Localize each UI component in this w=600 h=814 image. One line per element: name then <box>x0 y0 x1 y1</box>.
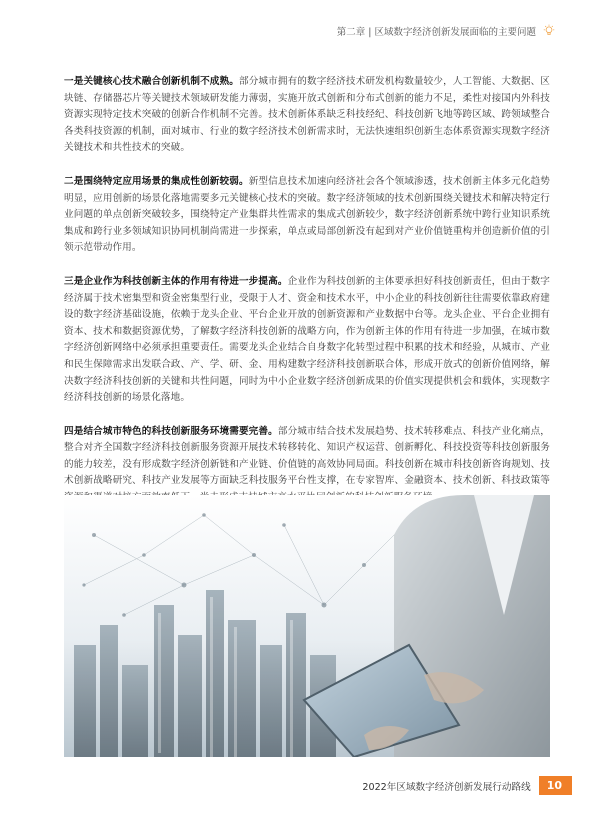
paragraph-lead: 四是结合城市特色的科技创新服务环境需要完善。 <box>64 425 278 437</box>
document-title: 2022年区域数字经济创新发展行动路线 <box>362 781 531 793</box>
chapter-title: 第二章 | 区域数字经济创新发展面临的主要问题 <box>336 27 536 38</box>
body-text <box>64 74 550 524</box>
paragraph-body: 部分城市结合技术发展趋势、技术转移难点、科技产业化痛点，整合对齐全国数字经济科技创新服务资源开展技术转移转化、知识产权运营、创新孵化、科技投资等科技创新服务的能力较差，没有形成数字经济创新链和产业链、价值链的高效协同局面。科技创新在城市科技创新咨询规划、技术创新战略研究、科技产业发展等方面缺乏科技服务平台性支撑，在专家智库、金融资本、技术创新、科技政策等 <box>64 425 550 487</box>
paragraph-body: 企业作为科技创新的主体要承担好科技创新责任，但由于数字经济属于技术密集型和资金密集型行业，受限于人才、资金和技术水平，中小企业的科技创新往往需要依靠政府建设的数字经济基础设施，依赖于龙头企业、平台企业开放的创新资源和产业数据中台等。龙头企业、平台企业拥有资本、技术和数据资源优势，了解数字经济科技创新的战略方向，作为创新主体的作用有待进一步加强，在城市数字经济创新网络中必须承担重要责任。需要龙头企业结合自身数字化转型过程中积累的技术和经验，从城市、产业和民生保障需求出发联合政、产、学、研、金、用构建数字经济科技创新联合体，形成开放式的创新价值网络，解决数字经济科技创新的关键和共性问题，同时为中小企业数字经济创新成果的价值实现提供机会和载体，实现数字经济科技创新的场景化落地。 <box>64 275 550 404</box>
paragraph-1 <box>64 74 550 157</box>
paragraph-2 <box>64 174 550 257</box>
city-skyline-tablet-photo <box>64 495 550 757</box>
page-number: 10 <box>539 776 572 795</box>
paragraph-lead: 二是围绕特定应用场景的集成性创新较弱。 <box>64 175 249 187</box>
lightbulb-icon <box>542 24 556 38</box>
paragraph-body: 部分城市拥有的数字经济技术研发机构数量较少，人工智能、大数据、区块链、存储器芯片等关键技术领域研发能力薄弱，实施开放式创新和分布式创新的能力不足，柔性对接国内外科技资源实现特定技术突破的创新合作机制不完善。技术创新体系缺乏科技经纪、科技创新飞地等跨区域、跨领域整合各类科技资源的机制，面对城市、行业的数字经济技术创新需求时，无法快速组织创新生态体系资源实现数字经济关键技术和共性技术的突破。 <box>64 76 550 154</box>
page-footer <box>362 776 572 795</box>
photo-illustration <box>64 495 550 757</box>
paragraph-body: 新型信息技术加速向经济社会各个领域渗透，技术创新主体多元化趋势明显，应用创新的场景化落地需要多元关键核心技术的突破。数字经济领域的技术创新围绕关键技术和解决特定行业问题的单点创新突破较多，围绕特定产业集群共性需求的集成式创新较少，数字经济创新系统中跨行业知识系统集成和跨行业多领域知识协同机制尚需进一步探索，单点或局部创新没有起到对产业价值链重构并创造新价值的引领示范带动作用。 <box>64 175 550 254</box>
paragraph-3 <box>64 274 550 407</box>
paragraph-lead: 一是关键核心技术融合创新机制不成熟。 <box>64 76 239 87</box>
paragraph-lead: 三是企业作为科技创新主体的作用有待进一步提高。 <box>64 275 288 287</box>
chapter-header <box>337 24 556 38</box>
